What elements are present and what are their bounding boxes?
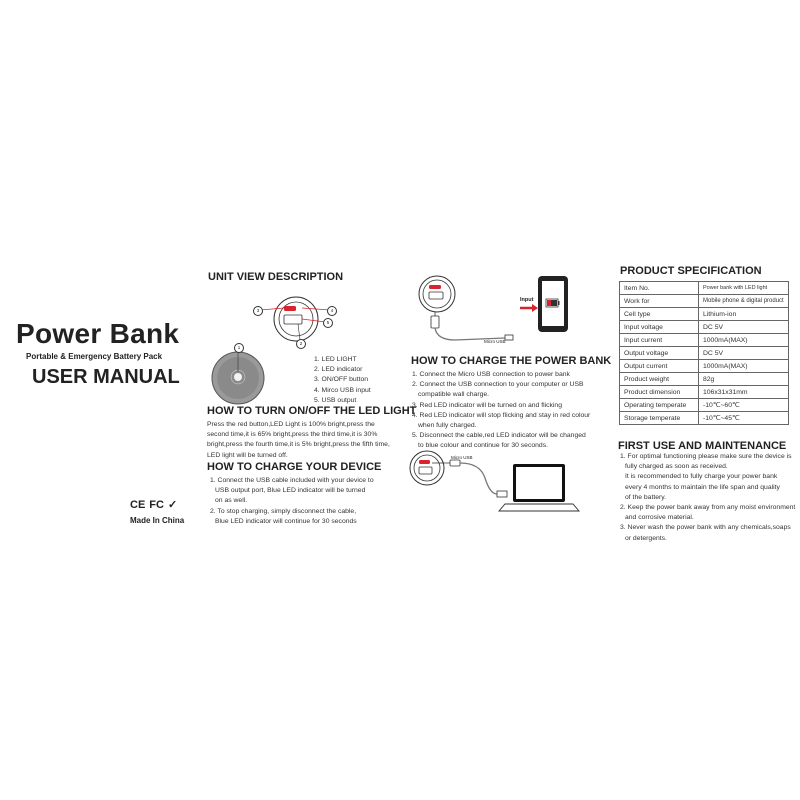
charge-device-text: 1. Connect the USB cable included with your device to USB output port, Blue LED indicator will be turned on as well. 2. To stop charging, simply disconnect the cable, Blue LED indicator will continue for 30 seconds <box>210 477 374 525</box>
table-row: Product weight 82g <box>620 373 789 386</box>
made-in-label: Made In China <box>130 516 185 525</box>
first-use-text: 1. For optimal functioning please make sure the device is fully charged as soon as received. It is recommended to fully charge your power bank every 4 months to maintain the life span and quality of the battery. 2. Keep the power bank away from any moist environment and corrosive material. 3. Never wash the power bank with any chemicals,soaps or detergents. <box>620 453 796 542</box>
callout-2: 2 <box>296 339 306 349</box>
spec-table <box>619 281 789 425</box>
led-light-text: Press the red button,LED Light is 100% bright,press the second time,it is 65% bright,press the third time,it is 30% bright,press the fourth time,it is 5% bright,press the fifth time, LED light will be turned off. <box>207 421 390 459</box>
input-label: Input <box>520 297 534 303</box>
laptop-charging-diagram <box>405 448 595 518</box>
callout-4: 4 <box>327 306 337 316</box>
fcc-mark: FC <box>149 498 164 511</box>
table-row: Output voltage DC 5V <box>620 347 789 360</box>
first-use-heading: FIRST USE AND MAINTENANCE <box>618 440 787 452</box>
table-row: Operating temperate -10℃~60℃ <box>620 399 789 412</box>
charge-device-heading: HOW TO CHARGE YOUR DEVICE <box>207 461 382 473</box>
table-row: Cell type Lithium-ion <box>620 308 789 321</box>
charge-power-bank-heading: HOW TO CHARGE THE POWER BANK <box>411 355 612 367</box>
led-light-heading: HOW TO TURN ON/OFF THE LED LIGHT <box>207 405 417 417</box>
ce-mark: CE <box>130 498 146 511</box>
cover-manual-title: USER MANUAL <box>32 366 180 388</box>
legend-item: 2. LED indicator <box>314 366 363 374</box>
spec-heading: PRODUCT SPECIFICATION <box>620 265 762 277</box>
cover-subtitle: Portable & Emergency Battery Pack <box>26 352 163 361</box>
cover-title: Power Bank <box>16 318 180 349</box>
legend-item: 3. ON/OFF button <box>314 376 369 384</box>
legend-item: 4. Mirco USB input <box>314 386 371 394</box>
unit-legend-list <box>314 355 371 406</box>
table-row: Output current 1000mA(MAX) <box>620 360 789 373</box>
table-row: Work for Mobile phone & digital product <box>620 295 789 308</box>
certification-marks <box>130 498 177 511</box>
micro-usb-label: Micro USB <box>484 339 506 344</box>
callout-1: 1 <box>234 343 244 353</box>
legend-item: 1. LED LIGHT <box>314 356 357 363</box>
legend-item: 5. USB output <box>314 396 357 404</box>
table-row: Input voltage DC 5V <box>620 321 789 334</box>
table-row: Input current 1000mA(MAX) <box>620 334 789 347</box>
unit-view-heading: UNIT VIEW DESCRIPTION <box>208 271 344 283</box>
table-row: Item No. Power bank with LED light <box>620 282 789 295</box>
charge-power-bank-text: 1. Connect the Micro USB connection to power bank 2. Connect the USB connection to your computer or USB compatible wall charge. 3. Red LED indicator will be turned on and flicking 4. Red LED indicator will stop flicking and stay in red colour when fully charged. 5. Disconnect the cable,red LED indicator will be changed to blue colour and continue for 30 seconds. <box>412 371 591 450</box>
callout-3: 3 <box>253 306 263 316</box>
table-row: Product dimension 106x31x31mm <box>620 386 789 399</box>
rohs-check-icon: ✓ <box>167 499 178 511</box>
table-row: Storage temperate -10℃~45℃ <box>620 412 789 425</box>
callout-5: 5 <box>323 318 333 328</box>
micro-usb-label-2: Micro USB <box>451 455 473 460</box>
